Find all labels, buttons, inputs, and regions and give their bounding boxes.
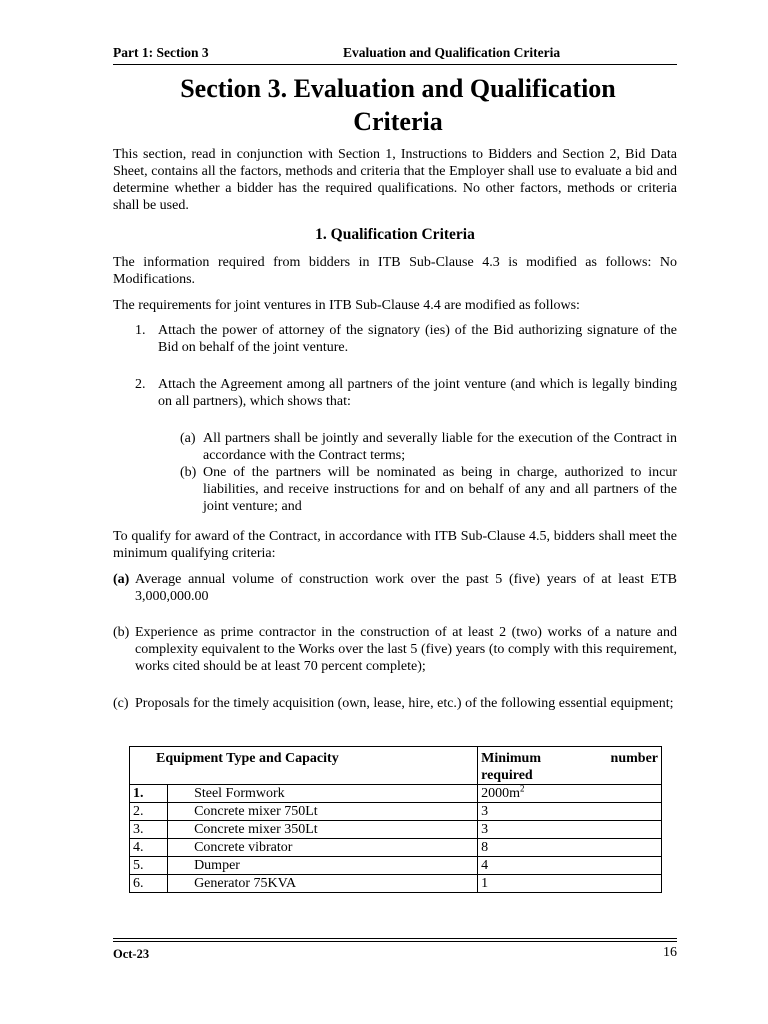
sublist-letter: (a) (180, 431, 196, 446)
table-row (130, 857, 662, 875)
header-section-title: Evaluation and Qualification Criteria (343, 45, 561, 60)
row-number: 2. (130, 803, 168, 821)
header-part-section: Part 1: Section 3 (113, 45, 209, 60)
heading-qualification-criteria: 1. Qualification Criteria (315, 226, 475, 243)
criterion-letter: (c) (113, 696, 129, 711)
table-row (130, 785, 662, 803)
row-number: 4. (130, 839, 168, 857)
minimum-required: 1 (478, 875, 662, 893)
criterion-letter: (a) (113, 572, 130, 587)
minimum-required: 8 (478, 839, 662, 857)
table-row (130, 821, 662, 839)
criterion-text: Experience as prime contractor in the construction of at least 2 (two) works of a nature and complexity equivalent to the Works over the last 5 (five) years (to comply with this requirement, works cited should be at least 70 percent complete); (135, 625, 677, 674)
table-row (130, 839, 662, 857)
column-header-required-word: required (481, 768, 533, 783)
list-text: Attach the Agreement among all partners of the joint venture (and which is legally binding on all partners), which shows that: (158, 377, 677, 409)
header-rule (113, 64, 677, 65)
intro-paragraph: This section, read in conjunction with Section 1, Instructions to Bidders and Section 2, Bid Data Sheet, contains all the factors, methods and criteria that the Employer shall use to evaluate a bid and determine whether a bidder has the required qualifications. No other factors, methods or criteria shall be used. (113, 147, 677, 213)
column-header-number-word: number (610, 751, 658, 766)
column-header-minimum-word: Minimum (481, 751, 541, 766)
footer-rule (113, 938, 677, 939)
row-number: 5. (130, 857, 168, 875)
column-header-equipment: Equipment Type and Capacity (130, 747, 478, 785)
equipment-type: Steel Formwork (168, 785, 478, 803)
criterion-text: Proposals for the timely acquisition (own, lease, hire, etc.) of the following essential equipment; (135, 696, 674, 711)
running-header (113, 44, 677, 64)
row-number: 1. (130, 785, 168, 803)
equipment-table (129, 746, 662, 893)
page-title-line-2: Criteria (353, 107, 443, 136)
footer-date: Oct-23 (113, 947, 150, 961)
footer-rule (113, 941, 677, 942)
list-number: 1. (135, 323, 146, 338)
list-text: Attach the power of attorney of the signatory (ies) of the Bid authorizing signature of the Bid on behalf of the joint venture. (158, 323, 677, 355)
equipment-type: Generator 75KVA (168, 875, 478, 893)
row-number: 6. (130, 875, 168, 893)
minimum-required: 3 (478, 803, 662, 821)
joint-venture-paragraph: The requirements for joint ventures in ITB Sub-Clause 4.4 are modified as follows: (113, 298, 580, 313)
qualify-paragraph: To qualify for award of the Contract, in accordance with ITB Sub-Clause 4.5, bidders shall meet the minimum qualifying criteria: (113, 529, 677, 561)
equipment-type: Concrete mixer 750Lt (168, 803, 478, 821)
minimum-required: 3 (478, 821, 662, 839)
page-title (113, 72, 683, 138)
criterion-text: Average annual volume of construction work over the past 5 (five) years of at least ETB 3,000,000.00 (135, 572, 677, 604)
row-number: 3. (130, 821, 168, 839)
column-header-minimum (478, 747, 662, 785)
page-number: 16 (663, 945, 677, 960)
equipment-type: Concrete mixer 350Lt (168, 821, 478, 839)
table-row (130, 875, 662, 893)
table-header-row (130, 747, 662, 785)
criterion-letter: (b) (113, 625, 130, 640)
equipment-type: Dumper (168, 857, 478, 875)
sublist-text: All partners shall be jointly and severally liable for the execution of the Contract in accordance with the Contract terms; (203, 431, 677, 463)
minimum-required: $2000m^2$ (478, 785, 662, 803)
page-title-line-1: Section 3. Evaluation and Qualification (180, 74, 616, 103)
info-paragraph: The information required from bidders in ITB Sub-Clause 4.3 is modified as follows: No Modifications. (113, 255, 677, 287)
table-row (130, 803, 662, 821)
minimum-required: 4 (478, 857, 662, 875)
equipment-type: Concrete vibrator (168, 839, 478, 857)
list-number: 2. (135, 377, 146, 392)
sublist-letter: (b) (180, 465, 197, 480)
sublist-text: One of the partners will be nominated as being in charge, authorized to incur liabilities, and receive instructions for and on behalf of any and all partners of the joint venture; and (203, 465, 677, 514)
